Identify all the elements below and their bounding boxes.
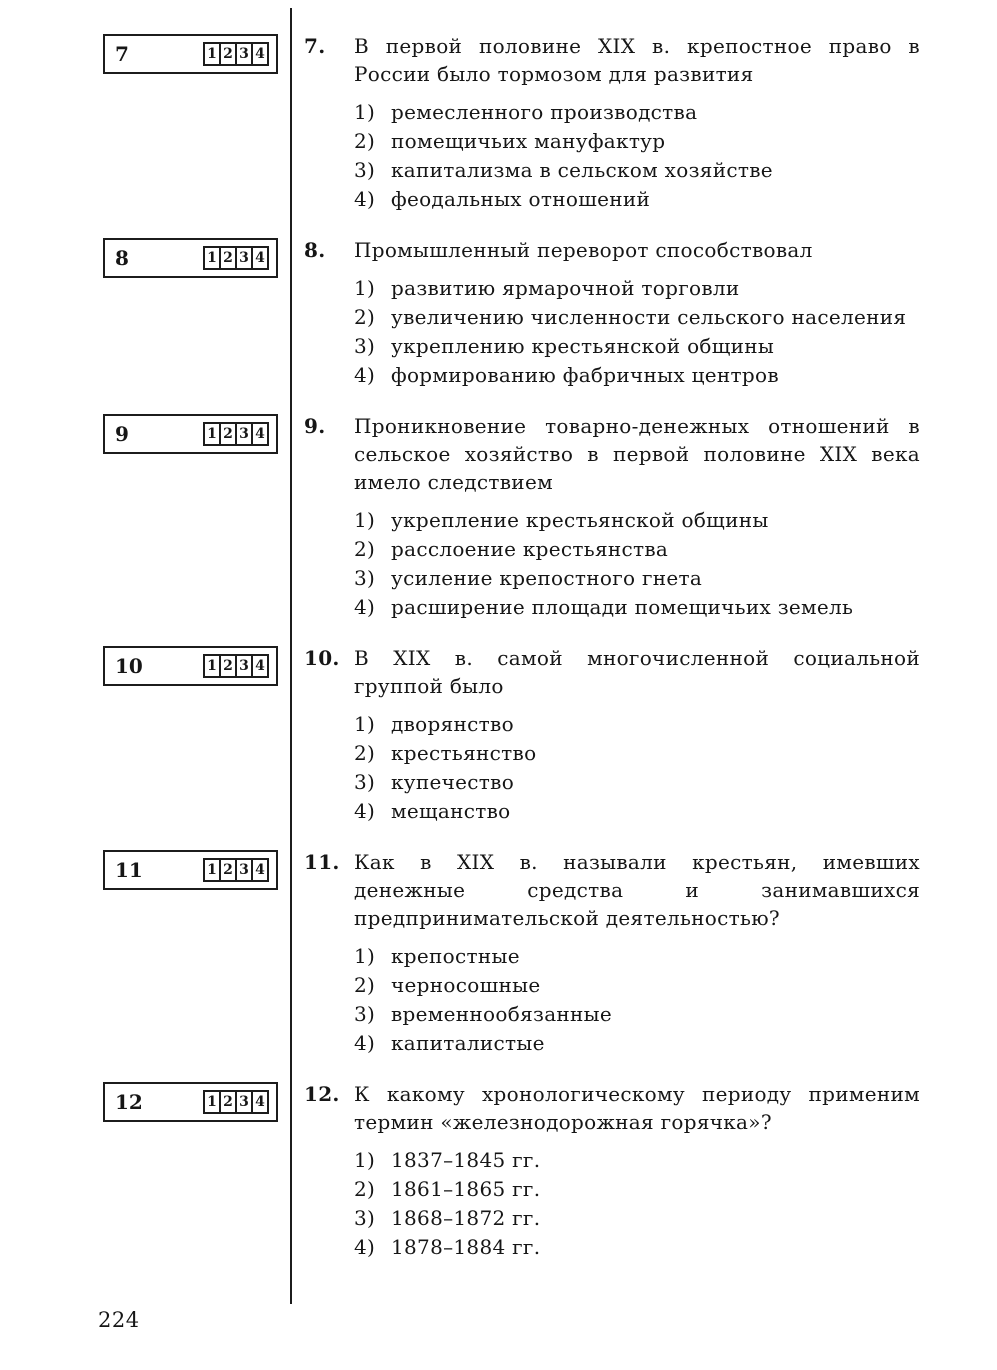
- option-text: мещанство: [391, 799, 511, 823]
- question-stem: В первой половине XIX в. крепостное право в России было тормозом для развития: [354, 34, 920, 86]
- answer-digit-cell: 3: [235, 246, 253, 270]
- answer-digit-cell: 4: [251, 246, 269, 270]
- question-stem: Как в XIX в. называли крестьян, имевших денежные средства и занимавшихся предпринимательской деятельностью?: [354, 850, 920, 930]
- answer-digit-group: [203, 1090, 269, 1114]
- option-label: 4): [354, 595, 376, 619]
- question-number: 8.: [304, 238, 326, 262]
- option-label: 2): [354, 305, 376, 329]
- answer-digit-group: [203, 858, 269, 882]
- option-text: временнообязанные: [391, 1002, 613, 1026]
- option-row: [354, 942, 920, 971]
- answer-digit-cell: 3: [235, 858, 253, 882]
- answer-digit-cell: 3: [235, 422, 253, 446]
- option-row: [354, 739, 920, 768]
- option-label: 3): [354, 1002, 376, 1026]
- answer-digit-cell: 2: [219, 1090, 237, 1114]
- answer-sheet-box: [103, 34, 278, 74]
- question-body: [354, 848, 920, 1058]
- question-body: [354, 32, 920, 214]
- question-column: [290, 32, 920, 214]
- question-row: [0, 1080, 997, 1262]
- answer-sheet-box: [103, 238, 278, 278]
- answer-digit-cell: 4: [251, 654, 269, 678]
- option-label: 3): [354, 334, 376, 358]
- option-text: дворянство: [391, 712, 514, 736]
- question-number: 11.: [304, 850, 340, 874]
- question-row: [0, 412, 997, 622]
- option-text: укрепление крестьянской общины: [391, 508, 769, 532]
- option-text: капиталистые: [391, 1031, 545, 1055]
- answer-box-question-number: 9: [115, 422, 129, 446]
- answer-digit-cell: 3: [235, 42, 253, 66]
- answer-digit-cell: 3: [235, 1090, 253, 1114]
- option-label: 1): [354, 1148, 376, 1172]
- option-row: [354, 768, 920, 797]
- question-stem: К какому хронологическому периоду применим термин «железнодорожная горячка»?: [354, 1082, 920, 1134]
- answer-sheet-column: [0, 412, 290, 622]
- options-list: [354, 1146, 920, 1262]
- question-column: [290, 848, 920, 1058]
- answer-digit-cell: 1: [203, 422, 221, 446]
- option-text: укреплению крестьянской общины: [391, 334, 775, 358]
- option-label: 3): [354, 566, 376, 590]
- option-label: 4): [354, 187, 376, 211]
- answer-digit-group: [203, 654, 269, 678]
- question: [304, 644, 920, 826]
- answer-sheet-box: [103, 850, 278, 890]
- answer-digit-cell: 2: [219, 246, 237, 270]
- questions-list: [0, 32, 997, 1284]
- question-column: [290, 644, 920, 826]
- option-text: 1878–1884 гг.: [391, 1235, 541, 1259]
- answer-box-question-number: 10: [115, 654, 143, 678]
- question: [304, 1080, 920, 1262]
- options-list: [354, 710, 920, 826]
- question: [304, 848, 920, 1058]
- question-number: 9.: [304, 414, 326, 438]
- answer-sheet-box: [103, 414, 278, 454]
- option-text: феодальных отношений: [391, 187, 651, 211]
- answer-digit-group: [203, 246, 269, 270]
- answer-sheet-box: [103, 1082, 278, 1122]
- question-body: [354, 236, 920, 390]
- option-label: 2): [354, 741, 376, 765]
- option-text: капитализма в сельском хозяйстве: [391, 158, 773, 182]
- option-text: развитию ярмарочной торговли: [391, 276, 740, 300]
- answer-digit-cell: 4: [251, 1090, 269, 1114]
- option-row: [354, 1000, 920, 1029]
- option-row: [354, 971, 920, 1000]
- option-row: [354, 361, 920, 390]
- option-label: 2): [354, 129, 376, 153]
- option-row: [354, 506, 920, 535]
- options-list: [354, 942, 920, 1058]
- answer-box-question-number: 8: [115, 246, 129, 270]
- question-column: [290, 412, 920, 622]
- question-column: [290, 1080, 920, 1262]
- option-label: 1): [354, 712, 376, 736]
- option-label: 3): [354, 1206, 376, 1230]
- options-list: [354, 506, 920, 622]
- option-text: черносошные: [391, 973, 541, 997]
- answer-sheet-column: [0, 848, 290, 1058]
- option-row: [354, 156, 920, 185]
- option-row: [354, 1029, 920, 1058]
- answer-sheet-box: [103, 646, 278, 686]
- question: [304, 32, 920, 214]
- option-row: [354, 1204, 920, 1233]
- question-number: 12.: [304, 1082, 340, 1106]
- question-stem: Промышленный переворот способствовал: [354, 238, 813, 262]
- answer-digit-cell: 2: [219, 654, 237, 678]
- answer-digit-cell: 1: [203, 1090, 221, 1114]
- answer-sheet-column: [0, 644, 290, 826]
- answer-digit-group: [203, 422, 269, 446]
- option-label: 2): [354, 537, 376, 561]
- option-text: ремесленного производства: [391, 100, 698, 124]
- option-text: купечество: [391, 770, 515, 794]
- option-label: 4): [354, 799, 376, 823]
- option-row: [354, 303, 920, 332]
- question-row: [0, 32, 997, 214]
- question-row: [0, 644, 997, 826]
- option-label: 4): [354, 363, 376, 387]
- option-row: [354, 98, 920, 127]
- option-text: расширение площади помещичьих земель: [391, 595, 854, 619]
- answer-digit-cell: 1: [203, 858, 221, 882]
- option-row: [354, 185, 920, 214]
- options-list: [354, 274, 920, 390]
- option-row: [354, 1146, 920, 1175]
- option-text: 1868–1872 гг.: [391, 1206, 541, 1230]
- option-row: [354, 535, 920, 564]
- option-row: [354, 1175, 920, 1204]
- option-row: [354, 1233, 920, 1262]
- answer-box-question-number: 11: [115, 858, 143, 882]
- option-row: [354, 274, 920, 303]
- question: [304, 412, 920, 622]
- option-row: [354, 797, 920, 826]
- answer-box-question-number: 12: [115, 1090, 143, 1114]
- answer-digit-cell: 3: [235, 654, 253, 678]
- question: [304, 236, 920, 390]
- page-number: 224: [98, 1308, 140, 1332]
- option-label: 2): [354, 973, 376, 997]
- answer-sheet-column: [0, 32, 290, 214]
- options-list: [354, 98, 920, 214]
- answer-digit-cell: 2: [219, 858, 237, 882]
- question-body: [354, 412, 920, 622]
- answer-digit-cell: 4: [251, 42, 269, 66]
- answer-sheet-column: [0, 236, 290, 390]
- answer-digit-cell: 4: [251, 858, 269, 882]
- option-text: усиление крепостного гнета: [391, 566, 703, 590]
- answer-sheet-column: [0, 1080, 290, 1262]
- option-label: 1): [354, 100, 376, 124]
- answer-digit-cell: 1: [203, 246, 221, 270]
- option-text: увеличению численности сельского населения: [391, 305, 907, 329]
- question-row: [0, 848, 997, 1058]
- option-label: 1): [354, 508, 376, 532]
- question-number: 10.: [304, 646, 340, 670]
- option-text: помещичьих мануфактур: [391, 129, 666, 153]
- question-body: [354, 1080, 920, 1262]
- answer-box-question-number: 7: [115, 42, 129, 66]
- answer-digit-group: [203, 42, 269, 66]
- question-column: [290, 236, 920, 390]
- option-label: 3): [354, 158, 376, 182]
- option-text: крепостные: [391, 944, 520, 968]
- option-text: расслоение крестьянства: [391, 537, 669, 561]
- question-stem: В XIX в. самой многочисленной социальной группой было: [354, 646, 920, 698]
- option-row: [354, 332, 920, 361]
- option-text: формированию фабричных центров: [391, 363, 779, 387]
- option-row: [354, 127, 920, 156]
- option-text: 1861–1865 гг.: [391, 1177, 541, 1201]
- question-number: 7.: [304, 34, 326, 58]
- option-row: [354, 564, 920, 593]
- question-row: [0, 236, 997, 390]
- option-label: 4): [354, 1235, 376, 1259]
- option-text: крестьянство: [391, 741, 537, 765]
- question-stem: Проникновение товарно-денежных отношений в сельское хозяйство в первой половине XIX века имело следствием: [354, 414, 920, 494]
- answer-digit-cell: 2: [219, 42, 237, 66]
- question-body: [354, 644, 920, 826]
- option-label: 4): [354, 1031, 376, 1055]
- answer-digit-cell: 1: [203, 654, 221, 678]
- option-label: 1): [354, 944, 376, 968]
- option-label: 2): [354, 1177, 376, 1201]
- answer-digit-cell: 4: [251, 422, 269, 446]
- option-label: 3): [354, 770, 376, 794]
- answer-digit-cell: 1: [203, 42, 221, 66]
- option-row: [354, 593, 920, 622]
- option-text: 1837–1845 гг.: [391, 1148, 541, 1172]
- option-label: 1): [354, 276, 376, 300]
- answer-digit-cell: 2: [219, 422, 237, 446]
- option-row: [354, 710, 920, 739]
